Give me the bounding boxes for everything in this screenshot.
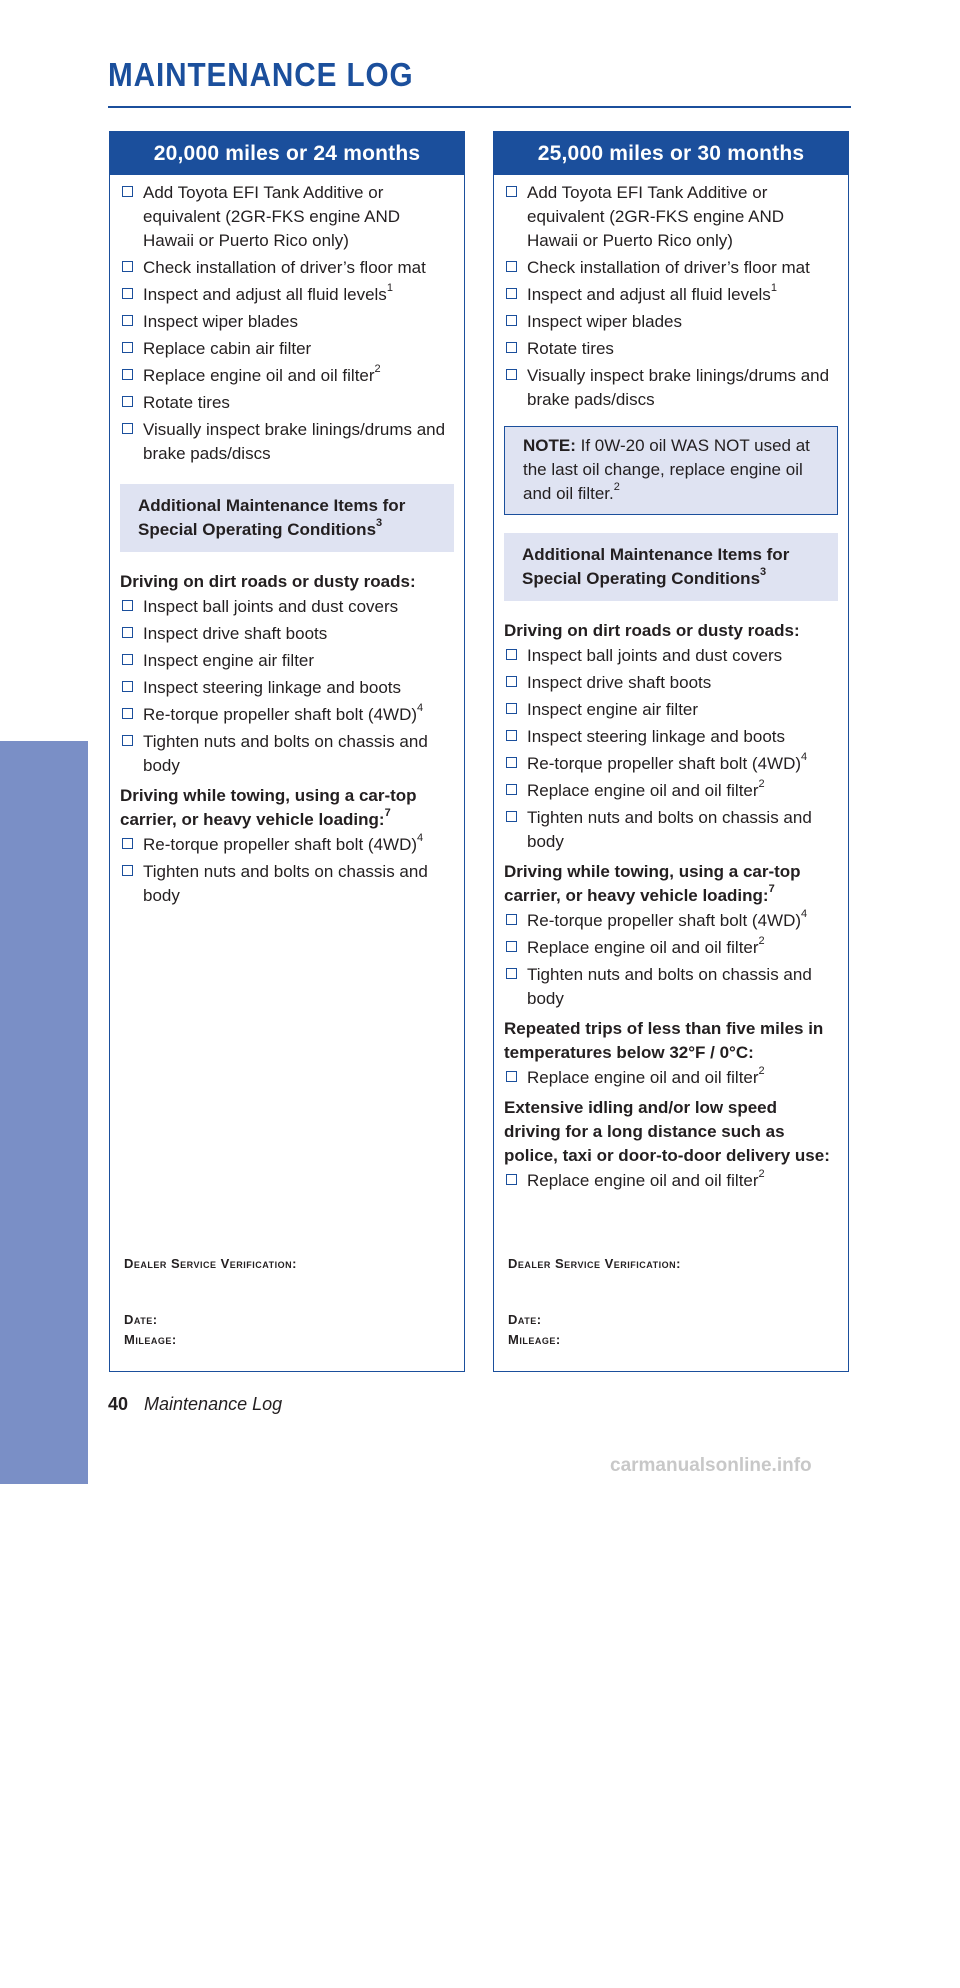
short-trips-checklist <box>504 1066 838 1090</box>
item-label: Rotate tires <box>527 339 614 358</box>
checklist-item-text <box>143 283 454 307</box>
checklist-item-text <box>527 806 838 854</box>
page-number: 40 <box>108 1394 129 1414</box>
item-label: Check installation of driver’s floor mat <box>143 258 426 277</box>
note-label: NOTE: <box>523 436 576 455</box>
checklist-item <box>120 418 454 466</box>
footnote-ref: 1 <box>770 282 777 295</box>
checklist-item <box>120 337 454 361</box>
checkbox[interactable] <box>122 261 133 272</box>
checklist-item-text <box>143 649 454 673</box>
checkbox[interactable] <box>506 676 517 687</box>
footnote-ref: 4 <box>801 751 808 764</box>
footnote-ref: 4 <box>417 702 424 715</box>
idling-heading: Extensive idling and/or low speed driving for a long distance such as police, taxi or door-to-door delivery use: <box>504 1098 830 1165</box>
checkbox[interactable] <box>122 708 133 719</box>
towing-checklist <box>120 833 454 908</box>
checkbox[interactable] <box>506 288 517 299</box>
checklist-item <box>504 310 838 334</box>
checklist-item <box>504 698 838 722</box>
checkbox[interactable] <box>506 1174 517 1185</box>
dirt-roads-checklist <box>504 644 838 854</box>
checklist-item-text <box>527 725 838 749</box>
checkbox[interactable] <box>506 1071 517 1082</box>
short-trips-heading: Repeated trips of less than five miles in temperatures below 32°F / 0°C: <box>504 1019 824 1062</box>
checklist-item <box>120 676 454 700</box>
towing-heading <box>504 860 838 908</box>
item-label: Inspect wiper blades <box>527 312 682 331</box>
footnote-ref: 2 <box>758 1168 765 1181</box>
checkbox[interactable] <box>122 681 133 692</box>
checkbox[interactable] <box>506 261 517 272</box>
item-label: Tighten nuts and bolts on chassis and body <box>527 808 812 851</box>
oil-note-box <box>504 426 838 515</box>
footnote-ref: 4 <box>417 832 424 845</box>
checkbox[interactable] <box>506 757 517 768</box>
checkbox[interactable] <box>122 186 133 197</box>
checklist-item-text <box>527 963 838 1011</box>
footer-label: Maintenance Log <box>144 1394 283 1414</box>
item-label: Re-torque propeller shaft bolt (4WD) <box>527 911 802 930</box>
checklist-item <box>504 779 838 803</box>
footnote-ref: 2 <box>613 481 620 494</box>
checkbox[interactable] <box>506 342 517 353</box>
item-label: Inspect ball joints and dust covers <box>143 597 399 616</box>
checkbox[interactable] <box>122 369 133 380</box>
idling-checklist <box>504 1169 838 1193</box>
item-label: Inspect engine air filter <box>527 700 699 719</box>
checklist-item <box>120 703 454 727</box>
special-conditions-text: Additional Maintenance Items for Special Operating Conditions <box>522 545 790 588</box>
checklist-item-text <box>143 418 454 466</box>
column-body <box>110 175 464 908</box>
checklist-item <box>120 283 454 307</box>
checkbox[interactable] <box>506 703 517 714</box>
checklist-item <box>120 860 454 908</box>
page-title: MAINTENANCE LOG <box>108 56 414 93</box>
item-label: Replace engine oil and oil filter <box>527 938 759 957</box>
checklist-item-text <box>527 698 838 722</box>
special-conditions-box <box>120 484 454 552</box>
item-label: Re-torque propeller shaft bolt (4WD) <box>527 754 802 773</box>
checklist-item-text <box>527 671 838 695</box>
side-section-label: MAINTENANCE <box>25 1718 62 1988</box>
item-label: Replace engine oil and oil filter <box>527 1068 759 1087</box>
checklist-item <box>504 909 838 933</box>
checkbox[interactable] <box>122 396 133 407</box>
checkbox[interactable] <box>122 288 133 299</box>
special-conditions-box <box>504 533 838 601</box>
dealer-verification-label: Dealer Service Verification: <box>508 1256 681 1271</box>
watermark: carmanualsonline.info <box>610 1455 812 1476</box>
checkbox[interactable] <box>122 654 133 665</box>
dealer-verification-label: Dealer Service Verification: <box>124 1256 297 1271</box>
checkbox[interactable] <box>506 811 517 822</box>
footnote-ref: 1 <box>386 282 393 295</box>
checklist-item <box>504 752 838 776</box>
checklist-item <box>120 622 454 646</box>
checklist-item <box>120 310 454 334</box>
service-column-25000 <box>493 131 849 1372</box>
dirt-roads-checklist <box>120 595 454 778</box>
checklist-item-text <box>527 779 838 803</box>
checklist-item <box>120 833 454 857</box>
checklist-item <box>120 391 454 415</box>
checkbox[interactable] <box>506 186 517 197</box>
checkbox[interactable] <box>122 838 133 849</box>
checklist-item-text <box>527 337 838 361</box>
item-label: Tighten nuts and bolts on chassis and body <box>143 862 428 905</box>
towing-heading-text: Driving while towing, using a car-top carrier, or heavy vehicle loading: <box>120 786 417 829</box>
checklist-item <box>504 936 838 960</box>
footnote-ref: 4 <box>801 908 808 921</box>
checklist-item-text <box>143 256 454 280</box>
footnote-ref: 2 <box>758 778 765 791</box>
item-label: Inspect drive shaft boots <box>143 624 328 643</box>
date-label: Date: <box>124 1312 158 1327</box>
dirt-roads-heading: Driving on dirt roads or dusty roads: <box>504 621 800 640</box>
checklist <box>504 181 838 412</box>
service-column-20000 <box>109 131 465 1372</box>
checklist-item-text <box>143 730 454 778</box>
checklist-item <box>504 256 838 280</box>
item-label: Tighten nuts and bolts on chassis and body <box>143 732 428 775</box>
mileage-label: Mileage: <box>124 1332 177 1347</box>
checklist-item-text <box>143 310 454 334</box>
checkbox[interactable] <box>506 968 517 979</box>
checklist-item-text <box>143 622 454 646</box>
checkbox[interactable] <box>506 315 517 326</box>
mileage-label: Mileage: <box>508 1332 561 1347</box>
checklist-item <box>504 1169 838 1193</box>
item-label: Visually inspect brake linings/drums and brake pads/discs <box>143 420 446 463</box>
checkbox[interactable] <box>122 315 133 326</box>
checklist-item-text <box>143 364 454 388</box>
side-section-tab <box>0 741 88 1988</box>
checklist-item-text <box>527 256 838 280</box>
checklist-item-text <box>143 337 454 361</box>
towing-heading <box>120 784 454 832</box>
footnote-ref: 2 <box>758 1065 765 1078</box>
column-header: 25,000 miles or 30 months <box>494 132 848 175</box>
date-label: Date: <box>508 1312 542 1327</box>
dirt-roads-heading: Driving on dirt roads or dusty roads: <box>120 572 416 591</box>
footnote-ref: 3 <box>760 566 767 579</box>
title-rule <box>108 106 851 108</box>
checklist-item-text <box>527 364 838 412</box>
checklist-item-text <box>143 595 454 619</box>
checklist-item-text <box>143 676 454 700</box>
note-text: If 0W-20 oil WAS NOT used at the last oil change, replace engine oil and oil filter. <box>523 436 810 503</box>
checkbox[interactable] <box>122 342 133 353</box>
item-label: Tighten nuts and bolts on chassis and body <box>527 965 812 1008</box>
checklist-item-text <box>143 833 454 857</box>
checklist-item <box>504 806 838 854</box>
towing-checklist <box>504 909 838 1011</box>
checklist-item <box>120 730 454 778</box>
footnote-ref: 2 <box>374 363 381 376</box>
checklist-item <box>504 644 838 668</box>
item-label: Replace engine oil and oil filter <box>143 366 375 385</box>
checklist-item-text <box>143 391 454 415</box>
item-label: Inspect engine air filter <box>143 651 315 670</box>
checklist-item <box>120 649 454 673</box>
item-label: Check installation of driver’s floor mat <box>527 258 810 277</box>
item-label: Inspect drive shaft boots <box>527 673 712 692</box>
item-label: Inspect and adjust all fluid levels <box>143 285 387 304</box>
item-label: Inspect ball joints and dust covers <box>527 646 783 665</box>
checkbox[interactable] <box>506 730 517 741</box>
item-label: Visually inspect brake linings/drums and brake pads/discs <box>527 366 830 409</box>
checklist-item-text <box>143 181 454 253</box>
checkbox[interactable] <box>506 649 517 660</box>
item-label: Re-torque propeller shaft bolt (4WD) <box>143 705 418 724</box>
checklist-item <box>504 671 838 695</box>
checklist-item-text <box>527 1066 838 1090</box>
item-label: Inspect and adjust all fluid levels <box>527 285 771 304</box>
checklist-item-text <box>527 310 838 334</box>
checklist-item-text <box>527 283 838 307</box>
checklist-item <box>504 963 838 1011</box>
item-label: Rotate tires <box>143 393 230 412</box>
item-label: Inspect wiper blades <box>143 312 298 331</box>
checklist-item <box>504 337 838 361</box>
item-label: Replace cabin air filter <box>143 339 312 358</box>
towing-heading-text: Driving while towing, using a car-top carrier, or heavy vehicle loading: <box>504 862 801 905</box>
checklist-item <box>504 181 838 253</box>
column-header: 20,000 miles or 24 months <box>110 132 464 175</box>
checkbox[interactable] <box>506 914 517 925</box>
checklist-item-text <box>527 936 838 960</box>
item-label: Replace engine oil and oil filter <box>527 781 759 800</box>
checklist-item <box>120 595 454 619</box>
footnote-ref: 3 <box>376 517 383 530</box>
checklist-item-text <box>527 181 838 253</box>
checkbox[interactable] <box>122 423 133 434</box>
item-label: Re-torque propeller shaft bolt (4WD) <box>143 835 418 854</box>
checklist-item <box>504 283 838 307</box>
checkbox[interactable] <box>506 784 517 795</box>
checkbox[interactable] <box>506 369 517 380</box>
footnote-ref: 2 <box>758 935 765 948</box>
checklist-item <box>504 364 838 412</box>
checkbox[interactable] <box>506 941 517 952</box>
checklist-item-text <box>527 1169 838 1193</box>
item-label: Add Toyota EFI Tank Additive or equivalent (2GR-FKS engine AND Hawaii or Puerto Rico only) <box>143 183 401 250</box>
checklist-item-text <box>527 644 838 668</box>
item-label: Inspect steering linkage and boots <box>527 727 786 746</box>
checklist-item-text <box>527 909 838 933</box>
item-label: Inspect steering linkage and boots <box>143 678 402 697</box>
footnote-ref: 7 <box>768 883 775 896</box>
checklist <box>120 181 454 466</box>
checklist-item-text <box>527 752 838 776</box>
footnote-ref: 7 <box>384 807 391 820</box>
special-conditions-text: Additional Maintenance Items for Special Operating Conditions <box>138 496 406 539</box>
checklist-item <box>120 256 454 280</box>
checkbox[interactable] <box>122 735 133 746</box>
column-body <box>494 175 848 1193</box>
checkbox[interactable] <box>122 627 133 638</box>
checkbox[interactable] <box>122 865 133 876</box>
checklist-item <box>120 364 454 388</box>
checklist-item-text <box>143 703 454 727</box>
checklist-item <box>120 181 454 253</box>
checklist-item-text <box>143 860 454 908</box>
checklist-item <box>504 725 838 749</box>
page-footer <box>108 1394 282 1415</box>
checkbox[interactable] <box>122 600 133 611</box>
item-label: Add Toyota EFI Tank Additive or equivalent (2GR-FKS engine AND Hawaii or Puerto Rico only) <box>527 183 785 250</box>
checklist-item <box>504 1066 838 1090</box>
item-label: Replace engine oil and oil filter <box>527 1171 759 1190</box>
